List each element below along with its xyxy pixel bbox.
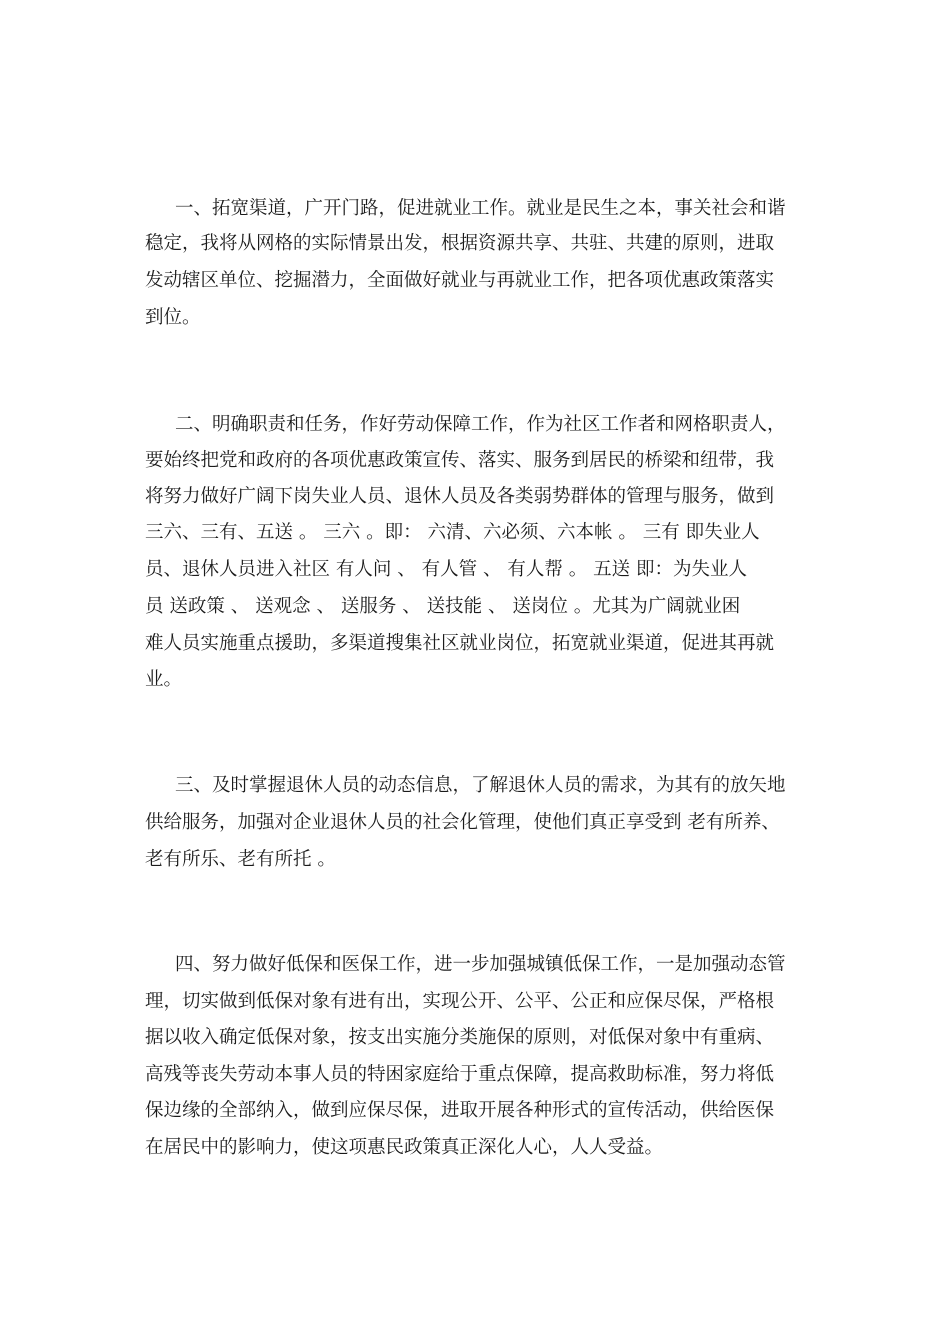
paragraph-2-line-1: 二、明确职责和任务，作好劳动保障工作，作为社区工作者和网格职责人，: [175, 414, 786, 435]
paragraph-3-line-1: 三、及时掌握退休人员的动态信息，了解退休人员的需求，为其有的放矢地: [175, 775, 786, 796]
paragraph-4-line-5: 保边缘的全部纳入，做到应保尽保，进取开展各种形式的宣传活动，供给医保: [145, 1100, 775, 1121]
paragraph-1-line-3: 发动辖区单位、挖掘潜力，全面做好就业与再就业工作，把各项优惠政策落实: [145, 270, 775, 291]
paragraph-1-line-4: 到位。: [145, 307, 201, 328]
paragraph-1-line-1: 一、拓宽渠道，广开门路，促进就业工作。就业是民生之本，事关社会和谐: [175, 198, 786, 219]
paragraph-3-line-2: 供给服务，加强对企业退休人员的社会化管理，使他们真正享受到 老有所养、: [145, 812, 780, 833]
paragraph-4-line-1: 四、努力做好低保和医保工作，进一步加强城镇低保工作，一是加强动态管: [175, 954, 786, 975]
paragraph-2-line-4: 三六、三有、五送 。 三六 。即： 六清、六必须、六本帐 。 三有 即失业人: [145, 522, 760, 543]
paragraph-1-line-2: 稳定，我将从网格的实际情景出发，根据资源共享、共驻、共建的原则，进取: [145, 233, 775, 254]
paragraph-2-line-6: 员 送政策 、 送观念 、 送服务 、 送技能 、 送岗位 。尤其为广阔就业困: [145, 596, 741, 617]
paragraph-4-line-2: 理，切实做到低保对象有进有出，实现公开、公平、公正和应保尽保，严格根: [145, 991, 775, 1012]
paragraph-2-line-2: 要始终把党和政府的各项优惠政策宣传、落实、服务到居民的桥梁和纽带，我: [145, 450, 775, 471]
paragraph-2-line-3: 将努力做好广阔下岗失业人员、退休人员及各类弱势群体的管理与服务，做到: [145, 486, 775, 507]
paragraph-2-line-5: 员、退休人员进入社区 有人问 、 有人管 、 有人帮 。 五送 即：为失业人: [145, 559, 748, 580]
paragraph-2-line-7: 难人员实施重点援助，多渠道搜集社区就业岗位，拓宽就业渠道，促进其再就: [145, 633, 775, 654]
paragraph-2-line-8: 业。: [145, 669, 183, 690]
paragraph-4-line-4: 高残等丧失劳动本事人员的特困家庭给于重点保障，提高救助标准，努力将低: [145, 1064, 775, 1085]
paragraph-3-line-3: 老有所乐、老有所托 。: [145, 849, 336, 870]
paragraph-4-line-3: 据以收入确定低保对象，按支出实施分类施保的原则，对低保对象中有重病、: [145, 1027, 775, 1048]
paragraph-4-line-6: 在居民中的影响力，使这项惠民政策真正深化人心，人人受益。: [145, 1137, 664, 1158]
